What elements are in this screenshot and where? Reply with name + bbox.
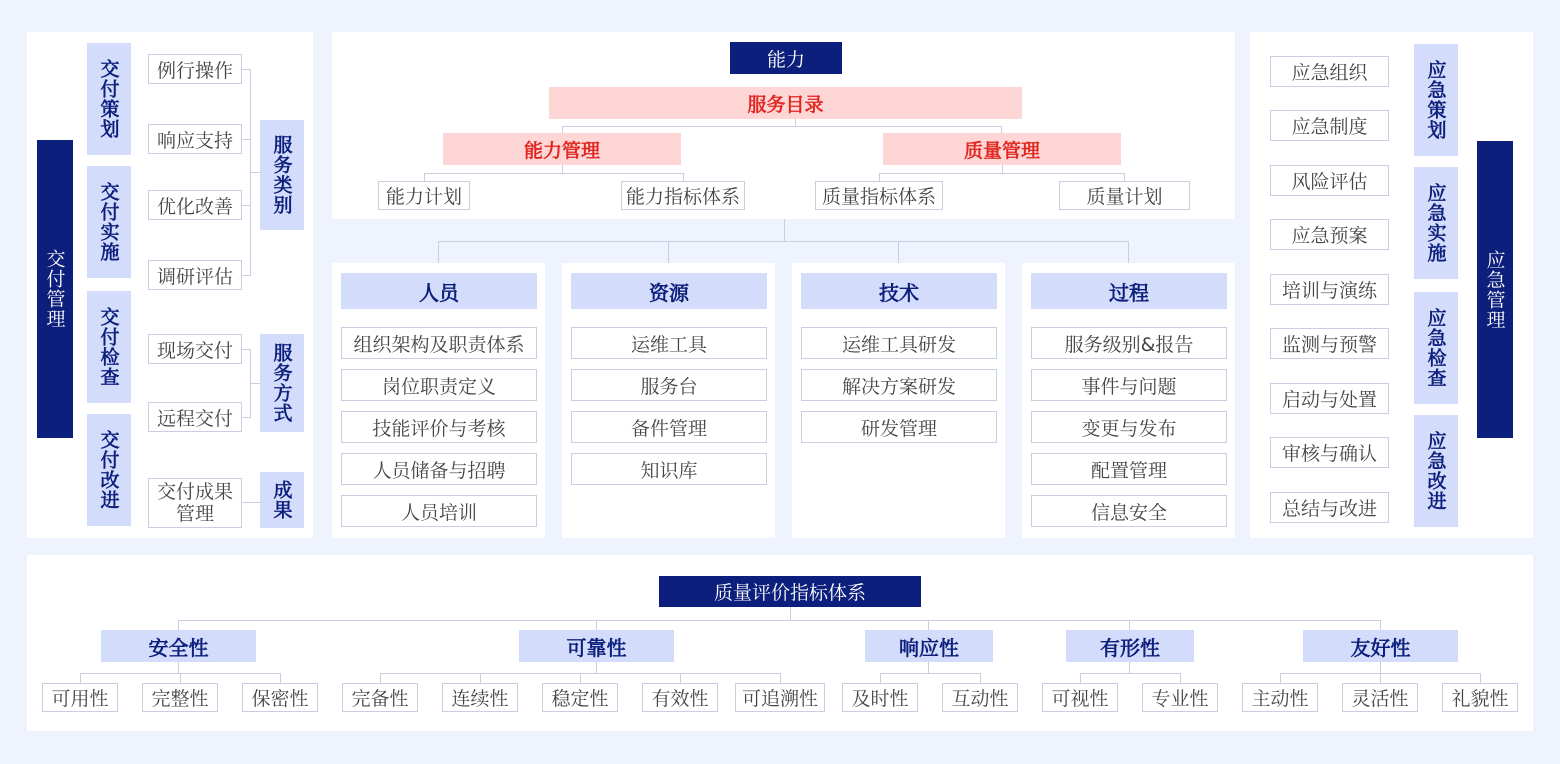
people-item: 人员培训: [341, 495, 537, 527]
capability-management: 能力管理: [443, 133, 681, 165]
connector: [80, 673, 81, 683]
connector: [562, 165, 563, 173]
connector: [424, 173, 684, 174]
connector: [596, 662, 597, 673]
connector: [1380, 620, 1381, 630]
connector: [1129, 662, 1130, 673]
connector: [928, 662, 929, 673]
quality-indicator-system: 质量指标体系: [815, 181, 943, 210]
metric-item: 有效性: [642, 683, 718, 712]
connector: [580, 673, 581, 683]
connector: [980, 673, 981, 683]
metric-item: 完整性: [142, 683, 218, 712]
metric-item: 完备性: [342, 683, 418, 712]
emergency-item: 监测与预警: [1270, 328, 1389, 359]
metric-item: 灵活性: [1342, 683, 1418, 712]
connector: [250, 383, 260, 384]
delivery-item-deliverables: 交付成果管理: [148, 478, 242, 528]
metric-item: 保密性: [242, 683, 318, 712]
phase-delivery-improvement: 交付改进: [87, 414, 131, 526]
capability-plan: 能力计划: [378, 181, 470, 210]
connector: [1002, 165, 1003, 173]
delivery-item-optimization: 优化改善: [148, 190, 242, 220]
connector: [242, 275, 251, 276]
metric-item: 稳定性: [542, 683, 618, 712]
connector: [242, 205, 251, 206]
category-service-type: 服务类别: [260, 120, 304, 230]
people-item: 技能评价与考核: [341, 411, 537, 443]
connector: [1380, 662, 1381, 673]
emergency-item: 总结与改进: [1270, 492, 1389, 523]
group-tangibility: 有形性: [1066, 630, 1194, 662]
connector: [242, 139, 251, 140]
capability-title: 能力: [730, 42, 842, 74]
category-service-mode: 服务方式: [260, 334, 304, 432]
emergency-item: 启动与处置: [1270, 383, 1389, 414]
connector: [898, 241, 899, 263]
connector: [596, 620, 597, 630]
connector: [242, 502, 260, 503]
phase-delivery-implementation: 交付实施: [87, 166, 131, 278]
connector: [1180, 673, 1181, 683]
connector: [784, 219, 785, 241]
column-title-resources: 资源: [571, 273, 767, 309]
connector: [480, 673, 481, 683]
people-item: 人员储备与招聘: [341, 453, 537, 485]
group-reliability: 可靠性: [519, 630, 674, 662]
connector: [180, 673, 181, 683]
connector: [1280, 673, 1281, 683]
process-item: 信息安全: [1031, 495, 1227, 527]
resources-item: 备件管理: [571, 411, 767, 443]
connector: [1080, 673, 1181, 674]
connector: [178, 620, 1381, 621]
connector: [242, 69, 251, 70]
category-deliverables: 成果: [260, 472, 304, 528]
group-friendliness: 友好性: [1303, 630, 1458, 662]
phase-emergency-planning: 应急策划: [1414, 44, 1458, 156]
metric-item: 可用性: [42, 683, 118, 712]
delivery-item-remote: 远程交付: [148, 402, 242, 432]
connector: [438, 241, 439, 263]
group-responsiveness: 响应性: [865, 630, 993, 662]
connector: [1001, 126, 1002, 133]
connector: [242, 417, 251, 418]
metric-item: 连续性: [442, 683, 518, 712]
emergency-item: 风险评估: [1270, 165, 1389, 196]
delivery-item-routine-operation: 例行操作: [148, 54, 242, 84]
connector: [1080, 673, 1081, 683]
phase-delivery-inspection: 交付检查: [87, 291, 131, 403]
column-title-technology: 技术: [801, 273, 997, 309]
connector: [562, 126, 563, 133]
capability-indicator-system: 能力指标体系: [621, 181, 745, 210]
connector: [250, 172, 260, 173]
connector: [1129, 620, 1130, 630]
connector: [380, 673, 381, 683]
resources-item: 服务台: [571, 369, 767, 401]
metric-item: 礼貌性: [1442, 683, 1518, 712]
metric-item: 及时性: [842, 683, 918, 712]
quality-evaluation-title: 质量评价指标体系: [659, 576, 921, 607]
technology-item: 研发管理: [801, 411, 997, 443]
connector: [795, 119, 796, 126]
connector: [780, 673, 781, 683]
connector: [1128, 241, 1129, 263]
phase-emergency-improvement: 应急改进: [1414, 415, 1458, 527]
emergency-item: 应急组织: [1270, 56, 1389, 87]
quality-plan: 质量计划: [1059, 181, 1190, 210]
delivery-item-onsite: 现场交付: [148, 334, 242, 364]
process-item: 配置管理: [1031, 453, 1227, 485]
connector: [880, 673, 881, 683]
emergency-item: 培训与演练: [1270, 274, 1389, 305]
phase-emergency-implementation: 应急实施: [1414, 167, 1458, 279]
emergency-item: 审核与确认: [1270, 437, 1389, 468]
metric-item: 可视性: [1042, 683, 1118, 712]
phase-emergency-inspection: 应急检查: [1414, 292, 1458, 404]
connector: [879, 173, 880, 181]
quality-management: 质量管理: [883, 133, 1121, 165]
connector: [242, 349, 251, 350]
phase-delivery-planning: 交付策划: [87, 43, 131, 155]
metric-item: 可追溯性: [735, 683, 825, 712]
metric-item: 专业性: [1142, 683, 1218, 712]
connector: [424, 173, 425, 181]
metric-item: 主动性: [1242, 683, 1318, 712]
connector: [1124, 173, 1125, 181]
column-title-people: 人员: [341, 273, 537, 309]
connector: [562, 126, 1002, 127]
process-item: 服务级别&报告: [1031, 327, 1227, 359]
connector: [790, 607, 791, 620]
connector: [928, 620, 929, 630]
connector: [280, 673, 281, 683]
people-item: 组织架构及职责体系: [341, 327, 537, 359]
emergency-item: 应急制度: [1270, 110, 1389, 141]
connector: [880, 673, 981, 674]
service-catalog: 服务目录: [549, 87, 1022, 119]
connector: [438, 241, 1129, 242]
technology-item: 运维工具研发: [801, 327, 997, 359]
people-item: 岗位职责定义: [341, 369, 537, 401]
connector: [1480, 673, 1481, 683]
resources-item: 知识库: [571, 453, 767, 485]
delivery-item-research-evaluation: 调研评估: [148, 260, 242, 290]
connector: [680, 673, 681, 683]
connector: [683, 173, 684, 181]
resources-item: 运维工具: [571, 327, 767, 359]
group-security: 安全性: [101, 630, 256, 662]
connector: [668, 241, 669, 263]
metric-item: 互动性: [942, 683, 1018, 712]
delivery-item-response-support: 响应支持: [148, 124, 242, 154]
delivery-management-label: 交付管理: [37, 140, 73, 438]
emergency-item: 应急预案: [1270, 219, 1389, 250]
column-title-process: 过程: [1031, 273, 1227, 309]
connector: [879, 173, 1125, 174]
connector: [178, 662, 179, 673]
connector: [1380, 673, 1381, 683]
emergency-management-label: 应急管理: [1477, 141, 1513, 438]
technology-item: 解决方案研发: [801, 369, 997, 401]
process-item: 变更与发布: [1031, 411, 1227, 443]
connector: [178, 620, 179, 630]
process-item: 事件与问题: [1031, 369, 1227, 401]
